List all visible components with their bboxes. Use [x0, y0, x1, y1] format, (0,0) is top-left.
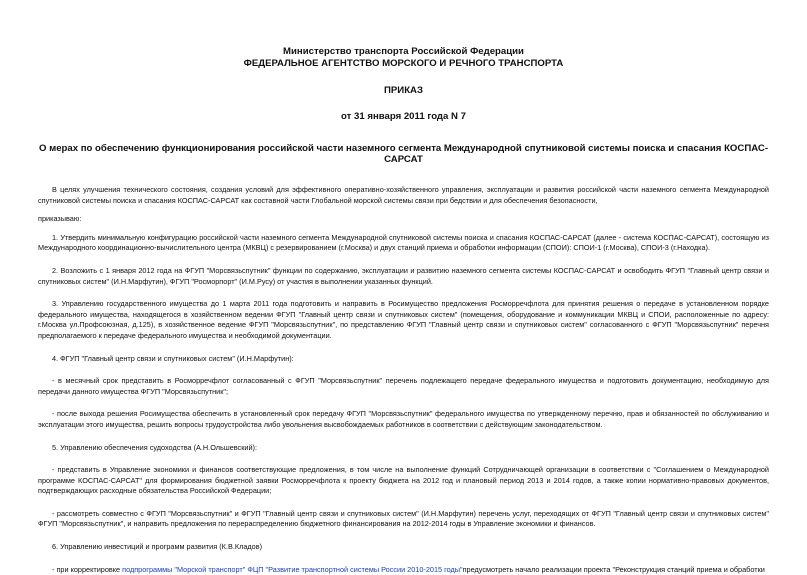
paragraph-4b: - после выхода решения Росимущества обеспечить в установленный срок передачу ФГУП "Морсвязьспутник" федерального имущества по утвержденному перечню, прав и обязанностей по обслуживанию и эксплуатации этого имущества, решить вопросы трудоустройства либо увольнения высвобождаемых работников в соответствии с действующим законодательством. [38, 409, 769, 429]
paragraph-4a: - в месячный срок представить в Росморречфлот согласованный с ФГУП "Морсвязьспутник" перечень подлежащего передаче федерального имущества и подготовить документацию, необходимую для передачи данного имущества ФГУП "Морсвязьспутник"; [38, 376, 769, 396]
document-body [38, 185, 769, 575]
paragraph-4: 4. ФГУП "Главный центр связи и спутниковых систем" (И.Н.Марфутин): [52, 353, 294, 363]
paragraph-5b: - рассмотреть совместно с ФГУП "Морсвязьспутник" и ФГУП "Главный центр связи и спутниковых систем" (И.Н.Марфутин) перечень услуг, переходящих от ФГУП "Главный центр связи и спутниковых систем" ФГУП "Морсвязьспутник", и направить предложения по перераспределению бюджетного финансирования на 2012-2014 годы в Управление экономики и финансов. [38, 508, 769, 529]
paragraph-1: 1. Утвердить минимальную конфигурацию российской части наземного сегмента Международной спутниковой системы поиска и спасания КОСПАС-САРСАТ (далее - система КОСПАС-САРСАТ), состоящую из Международного координационно-вычислительного центра (МКВЦ) с резервированием (г.Москва) и двух станций приема и обработки информации (СПОИ): СПОИ-1 (г.Москва), СПОИ-3 (г.Находка). [38, 232, 769, 253]
ministry-name: Министерство транспорта Российской Федерации [283, 46, 524, 57]
paragraph-6: 6. Управлению инвестиций и программ развития (К.В.Кладов) [52, 542, 263, 552]
order-date-number: от 31 января 2011 года N 7 [341, 111, 466, 122]
paragraph-2: 2. Возложить с 1 января 2012 года на ФГУП "Морсвязьспутник" функции по содержанию, эксплуатации и развитию наземного сегмента системы КОСПАС-САРСАТ и освободить ФГУП "Главный центр связи и спутниковых систем" (И.Н.Марфутин), ФГУП "Росморпорт" (И.М.Русу) от участия в выполнении указанных функций. [38, 265, 769, 286]
subprogram-link[interactable]: подпрограммы "Морской транспорт" ФЦП "Развитие транспортной системы России 2010-2015 годы" [122, 564, 463, 574]
paragraph-5a: - представить в Управление экономики и финансов соответствующие предложения, в том числе на выполнение функций Сотрудничающей организации в соответствии с "Соглашением о Международной программе КОСПАС-САРСАТ" для формирования бюджетной заявки Росморречфлота к проекту бюджета на 2012 год и плановый период 2013 и 2014 годов, а также копии нормативно-правовых документов, подтверждающих расходные обязательства Российской Федерации; [38, 465, 769, 496]
paragraph-5: 5. Управлению обеспечения судоходства (А.Н.Ольшевский): [52, 442, 258, 452]
order-type-heading: ПРИКАЗ [384, 85, 423, 96]
order-title: О мерах по обеспечению функционирования российской части наземного сегмента Международной спутниковой системы поиска и спасания КОСПАС-САРСАТ [38, 143, 769, 165]
paragraph-6a-start: - при корректировке [52, 564, 123, 574]
document-header [38, 46, 769, 70]
order-word: приказываю: [38, 214, 82, 224]
intro-paragraph: В целях улучшения технического состояния, создания условий для эффективного оперативно-хозяйственного управления, эксплуатации и развития российской части наземного сегмента Международной спутниковой системы поиска и спасания КОСПАС-САРСАТ как составной части Глобальной морской системы связи при бедствии и для обеспечения безопасности, [38, 185, 769, 205]
agency-name: ФЕДЕРАЛЬНОЕ АГЕНТСТВО МОРСКОГО И РЕЧНОГО ТРАНСПОРТА [243, 58, 564, 69]
paragraph-6a-end: предусмотреть начало реализации проекта "Реконструкция станций приема и обработки [462, 564, 765, 574]
paragraph-6a [38, 565, 769, 575]
paragraph-3: 3. Управлению государственного имущества до 1 марта 2011 года подготовить и направить в Росимущество предложения Росморречфлота для принятия решения о передаче в установленном порядке федерального имущества, находящегося в хозяйственном ведении ФГУП "Главный центр связи и спутниковых систем" (помещения, оборудование и коммуникации МКВЦ и СПОИ, расположенные по адресу: г.Москва ул.Профсоюзная, д.125), в хозяйственное ведение ФГУП "Морсвязьспутник", по представлению ФГУП "Главный центр связи и спутниковых систем" согласованного с ФГУП "Морсвязьспутник" перечня предполагаемого к передаче федерального имущества и необходимой документации. [38, 299, 769, 340]
